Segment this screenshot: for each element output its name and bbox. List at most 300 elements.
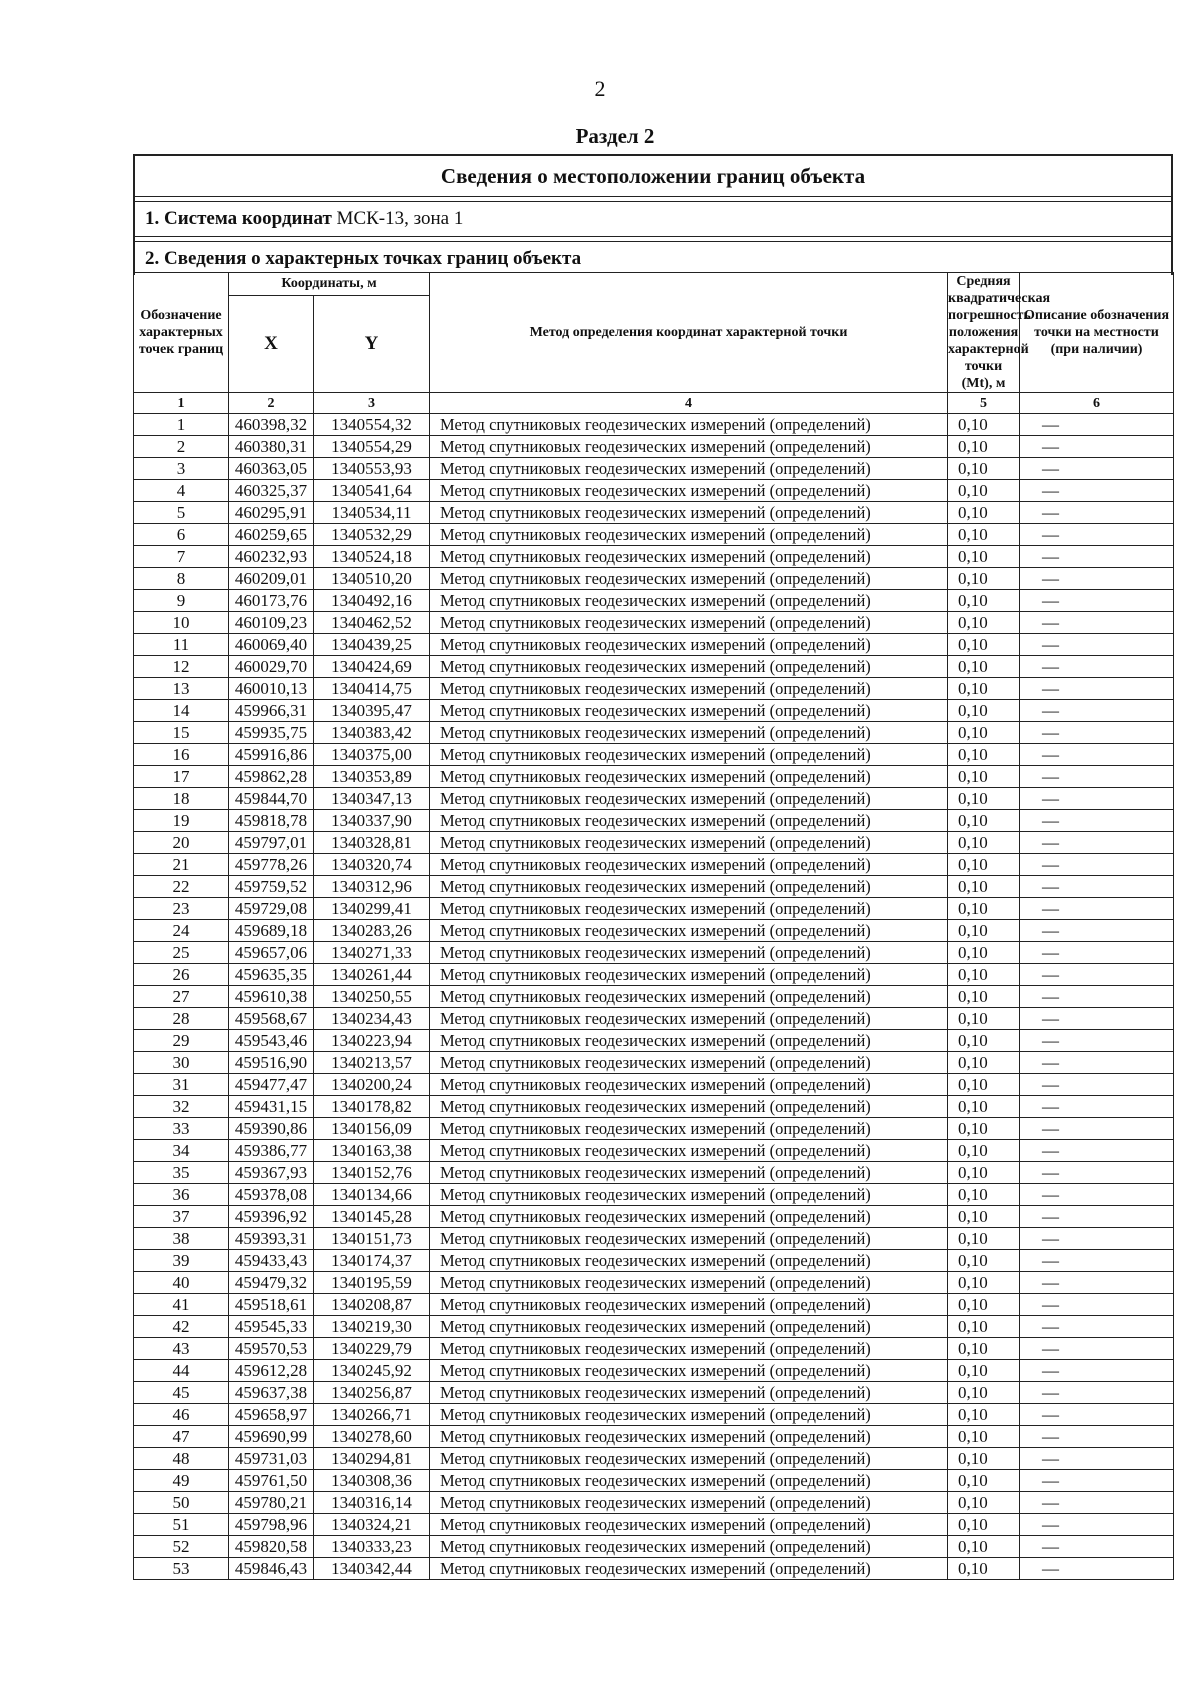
x-coordinate: 459820,58 <box>229 1536 314 1558</box>
x-coordinate: 459818,78 <box>229 810 314 832</box>
x-coordinate: 459612,28 <box>229 1360 314 1382</box>
table-row <box>134 1316 1174 1338</box>
x-coordinate: 459759,52 <box>229 876 314 898</box>
x-coordinate: 459635,35 <box>229 964 314 986</box>
description-cell: — <box>1020 656 1174 678</box>
description-cell: — <box>1020 1404 1174 1426</box>
box-title: Сведения о местоположении границ объекта <box>135 156 1171 197</box>
x-coordinate: 459966,31 <box>229 700 314 722</box>
x-coordinate: 459568,67 <box>229 1008 314 1030</box>
point-number: 31 <box>134 1074 229 1096</box>
y-coordinate: 1340219,30 <box>314 1316 430 1338</box>
y-coordinate: 1340294,81 <box>314 1448 430 1470</box>
x-coordinate: 459935,75 <box>229 722 314 744</box>
table-row <box>134 656 1174 678</box>
table-row <box>134 1074 1174 1096</box>
table-row <box>134 876 1174 898</box>
point-number: 20 <box>134 832 229 854</box>
x-coordinate: 460380,31 <box>229 436 314 458</box>
description-cell: — <box>1020 502 1174 524</box>
error-cell: 0,10 <box>948 920 1020 942</box>
point-number: 17 <box>134 766 229 788</box>
y-coordinate: 1340156,09 <box>314 1118 430 1140</box>
error-cell: 0,10 <box>948 1118 1020 1140</box>
table-row <box>134 480 1174 502</box>
page-number: 2 <box>594 76 606 101</box>
point-number: 22 <box>134 876 229 898</box>
y-coordinate: 1340195,59 <box>314 1272 430 1294</box>
method-cell: Метод спутниковых геодезических измерений (определений) <box>430 898 948 920</box>
description-cell: — <box>1020 1030 1174 1052</box>
header-x: X <box>229 295 314 393</box>
y-coordinate: 1340312,96 <box>314 876 430 898</box>
point-number: 51 <box>134 1514 229 1536</box>
x-coordinate: 459431,15 <box>229 1096 314 1118</box>
y-coordinate: 1340152,76 <box>314 1162 430 1184</box>
point-number: 44 <box>134 1360 229 1382</box>
error-cell: 0,10 <box>948 1206 1020 1228</box>
description-cell: — <box>1020 612 1174 634</box>
error-cell: 0,10 <box>948 1162 1020 1184</box>
method-cell: Метод спутниковых геодезических измерений (определений) <box>430 1030 948 1052</box>
error-cell: 0,10 <box>948 1360 1020 1382</box>
error-cell: 0,10 <box>948 458 1020 480</box>
y-coordinate: 1340208,87 <box>314 1294 430 1316</box>
point-number: 32 <box>134 1096 229 1118</box>
point-number: 2 <box>134 436 229 458</box>
error-cell: 0,10 <box>948 502 1020 524</box>
x-coordinate: 460398,32 <box>229 414 314 436</box>
header-method: Метод определения координат характерной точки <box>430 273 948 393</box>
y-coordinate: 1340510,20 <box>314 568 430 590</box>
error-cell: 0,10 <box>948 832 1020 854</box>
point-number: 52 <box>134 1536 229 1558</box>
x-coordinate: 460173,76 <box>229 590 314 612</box>
method-cell: Метод спутниковых геодезических измерений (определений) <box>430 920 948 942</box>
y-coordinate: 1340200,24 <box>314 1074 430 1096</box>
y-coordinate: 1340554,29 <box>314 436 430 458</box>
method-cell: Метод спутниковых геодезических измерений (определений) <box>430 810 948 832</box>
column-number: 5 <box>948 393 1020 414</box>
point-number: 25 <box>134 942 229 964</box>
method-cell: Метод спутниковых геодезических измерений (определений) <box>430 1492 948 1514</box>
y-coordinate: 1340424,69 <box>314 656 430 678</box>
description-cell: — <box>1020 1294 1174 1316</box>
description-cell: — <box>1020 832 1174 854</box>
y-coordinate: 1340353,89 <box>314 766 430 788</box>
y-coordinate: 1340333,23 <box>314 1536 430 1558</box>
method-cell: Метод спутниковых геодезических измерений (определений) <box>430 1228 948 1250</box>
description-cell: — <box>1020 876 1174 898</box>
method-cell: Метод спутниковых геодезических измерений (определений) <box>430 1118 948 1140</box>
y-coordinate: 1340524,18 <box>314 546 430 568</box>
x-coordinate: 460029,70 <box>229 656 314 678</box>
boundary-points-table <box>133 272 1174 1580</box>
y-coordinate: 1340375,00 <box>314 744 430 766</box>
error-cell: 0,10 <box>948 1426 1020 1448</box>
table-row <box>134 1118 1174 1140</box>
error-cell: 0,10 <box>948 590 1020 612</box>
table-row <box>134 832 1174 854</box>
description-cell: — <box>1020 480 1174 502</box>
point-number: 5 <box>134 502 229 524</box>
description-cell: — <box>1020 1360 1174 1382</box>
point-number: 21 <box>134 854 229 876</box>
table-row <box>134 1360 1174 1382</box>
point-number: 48 <box>134 1448 229 1470</box>
description-cell: — <box>1020 1228 1174 1250</box>
x-coordinate: 459844,70 <box>229 788 314 810</box>
error-cell: 0,10 <box>948 964 1020 986</box>
y-coordinate: 1340308,36 <box>314 1470 430 1492</box>
method-cell: Метод спутниковых геодезических измерений (определений) <box>430 1052 948 1074</box>
y-coordinate: 1340151,73 <box>314 1228 430 1250</box>
description-cell: — <box>1020 722 1174 744</box>
y-coordinate: 1340271,33 <box>314 942 430 964</box>
y-coordinate: 1340229,79 <box>314 1338 430 1360</box>
method-cell: Метод спутниковых геодезических измерений (определений) <box>430 1514 948 1536</box>
x-coordinate: 459658,97 <box>229 1404 314 1426</box>
point-number: 39 <box>134 1250 229 1272</box>
y-coordinate: 1340414,75 <box>314 678 430 700</box>
y-coordinate: 1340383,42 <box>314 722 430 744</box>
description-cell: — <box>1020 1426 1174 1448</box>
point-number: 10 <box>134 612 229 634</box>
point-number: 50 <box>134 1492 229 1514</box>
point-number: 14 <box>134 700 229 722</box>
method-cell: Метод спутниковых геодезических измерений (определений) <box>430 1206 948 1228</box>
y-coordinate: 1340261,44 <box>314 964 430 986</box>
error-cell: 0,10 <box>948 1294 1020 1316</box>
table-row <box>134 1052 1174 1074</box>
description-cell: — <box>1020 986 1174 1008</box>
x-coordinate: 460232,93 <box>229 546 314 568</box>
table-row <box>134 1558 1174 1580</box>
description-cell: — <box>1020 1448 1174 1470</box>
point-number: 45 <box>134 1382 229 1404</box>
method-cell: Метод спутниковых геодезических измерений (определений) <box>430 1008 948 1030</box>
description-cell: — <box>1020 766 1174 788</box>
method-cell: Метод спутниковых геодезических измерений (определений) <box>430 1470 948 1492</box>
method-cell: Метод спутниковых геодезических измерений (определений) <box>430 854 948 876</box>
method-cell: Метод спутниковых геодезических измерений (определений) <box>430 1558 948 1580</box>
y-coordinate: 1340178,82 <box>314 1096 430 1118</box>
x-coordinate: 459543,46 <box>229 1030 314 1052</box>
x-coordinate: 459797,01 <box>229 832 314 854</box>
table-row <box>134 1162 1174 1184</box>
method-cell: Метод спутниковых геодезических измерений (определений) <box>430 876 948 898</box>
error-cell: 0,10 <box>948 1272 1020 1294</box>
table-row <box>134 986 1174 1008</box>
table-row <box>134 1536 1174 1558</box>
table-row <box>134 1272 1174 1294</box>
table-row <box>134 436 1174 458</box>
table-row <box>134 942 1174 964</box>
x-coordinate: 459518,61 <box>229 1294 314 1316</box>
point-number: 26 <box>134 964 229 986</box>
table-row <box>134 590 1174 612</box>
description-cell: — <box>1020 546 1174 568</box>
x-coordinate: 460209,01 <box>229 568 314 590</box>
point-number: 30 <box>134 1052 229 1074</box>
method-cell: Метод спутниковых геодезических измерений (определений) <box>430 1382 948 1404</box>
point-number: 1 <box>134 414 229 436</box>
error-cell: 0,10 <box>948 942 1020 964</box>
table-row <box>134 678 1174 700</box>
x-coordinate: 459516,90 <box>229 1052 314 1074</box>
y-coordinate: 1340245,92 <box>314 1360 430 1382</box>
y-coordinate: 1340278,60 <box>314 1426 430 1448</box>
y-coordinate: 1340337,90 <box>314 810 430 832</box>
x-coordinate: 459393,31 <box>229 1228 314 1250</box>
coordinate-system-label: 1. Система координат <box>145 208 332 229</box>
y-coordinate: 1340316,14 <box>314 1492 430 1514</box>
method-cell: Метод спутниковых геодезических измерений (определений) <box>430 1338 948 1360</box>
x-coordinate: 459731,03 <box>229 1448 314 1470</box>
method-cell: Метод спутниковых геодезических измерений (определений) <box>430 414 948 436</box>
method-cell: Метод спутниковых геодезических измерений (определений) <box>430 1426 948 1448</box>
error-cell: 0,10 <box>948 568 1020 590</box>
error-cell: 0,10 <box>948 1448 1020 1470</box>
error-cell: 0,10 <box>948 656 1020 678</box>
description-cell: — <box>1020 898 1174 920</box>
column-numbers-row <box>134 393 1174 414</box>
description-cell: — <box>1020 1558 1174 1580</box>
error-cell: 0,10 <box>948 436 1020 458</box>
y-coordinate: 1340163,38 <box>314 1140 430 1162</box>
description-cell: — <box>1020 1514 1174 1536</box>
error-cell: 0,10 <box>948 1558 1020 1580</box>
point-number: 6 <box>134 524 229 546</box>
y-coordinate: 1340213,57 <box>314 1052 430 1074</box>
description-cell: — <box>1020 1008 1174 1030</box>
table-row <box>134 722 1174 744</box>
y-coordinate: 1340342,44 <box>314 1558 430 1580</box>
table-row <box>134 1184 1174 1206</box>
x-coordinate: 459862,28 <box>229 766 314 788</box>
method-cell: Метод спутниковых геодезических измерений (определений) <box>430 942 948 964</box>
point-number: 28 <box>134 1008 229 1030</box>
point-number: 42 <box>134 1316 229 1338</box>
method-cell: Метод спутниковых геодезических измерений (определений) <box>430 1316 948 1338</box>
error-cell: 0,10 <box>948 1096 1020 1118</box>
y-coordinate: 1340234,43 <box>314 1008 430 1030</box>
description-cell: — <box>1020 1316 1174 1338</box>
table-row <box>134 1008 1174 1030</box>
method-cell: Метод спутниковых геодезических измерений (определений) <box>430 1074 948 1096</box>
point-number: 8 <box>134 568 229 590</box>
x-coordinate: 459780,21 <box>229 1492 314 1514</box>
method-cell: Метод спутниковых геодезических измерений (определений) <box>430 744 948 766</box>
description-cell: — <box>1020 634 1174 656</box>
x-coordinate: 459545,33 <box>229 1316 314 1338</box>
method-cell: Метод спутниковых геодезических измерений (определений) <box>430 546 948 568</box>
table-row <box>134 920 1174 942</box>
y-coordinate: 1340320,74 <box>314 854 430 876</box>
y-coordinate: 1340462,52 <box>314 612 430 634</box>
x-coordinate: 459729,08 <box>229 898 314 920</box>
error-cell: 0,10 <box>948 480 1020 502</box>
x-coordinate: 459690,99 <box>229 1426 314 1448</box>
x-coordinate: 460109,23 <box>229 612 314 634</box>
x-coordinate: 459396,92 <box>229 1206 314 1228</box>
description-cell: — <box>1020 1470 1174 1492</box>
error-cell: 0,10 <box>948 612 1020 634</box>
method-cell: Метод спутниковых геодезических измерений (определений) <box>430 1272 948 1294</box>
point-number: 33 <box>134 1118 229 1140</box>
table-row <box>134 458 1174 480</box>
description-cell: — <box>1020 810 1174 832</box>
table-row <box>134 1228 1174 1250</box>
x-coordinate: 460325,37 <box>229 480 314 502</box>
points-title: 2. Сведения о характерных точках границ объекта <box>145 248 582 269</box>
description-cell: — <box>1020 678 1174 700</box>
method-cell: Метод спутниковых геодезических измерений (определений) <box>430 502 948 524</box>
method-cell: Метод спутниковых геодезических измерений (определений) <box>430 788 948 810</box>
method-cell: Метод спутниковых геодезических измерений (определений) <box>430 1096 948 1118</box>
error-cell: 0,10 <box>948 1514 1020 1536</box>
section-box <box>133 154 1173 275</box>
point-number: 24 <box>134 920 229 942</box>
method-cell: Метод спутниковых геодезических измерений (определений) <box>430 766 948 788</box>
method-cell: Метод спутниковых геодезических измерений (определений) <box>430 1140 948 1162</box>
method-cell: Метод спутниковых геодезических измерений (определений) <box>430 612 948 634</box>
header-coordinates: Координаты, м <box>229 273 430 296</box>
error-cell: 0,10 <box>948 1404 1020 1426</box>
description-cell: — <box>1020 788 1174 810</box>
point-number: 27 <box>134 986 229 1008</box>
column-number: 3 <box>314 393 430 414</box>
table-row <box>134 1250 1174 1272</box>
y-coordinate: 1340266,71 <box>314 1404 430 1426</box>
description-cell: — <box>1020 1382 1174 1404</box>
method-cell: Метод спутниковых геодезических измерений (определений) <box>430 1360 948 1382</box>
y-coordinate: 1340532,29 <box>314 524 430 546</box>
description-cell: — <box>1020 854 1174 876</box>
y-coordinate: 1340174,37 <box>314 1250 430 1272</box>
header-designation: Обозначение характерных точек границ <box>134 273 229 393</box>
point-number: 3 <box>134 458 229 480</box>
table-row <box>134 568 1174 590</box>
point-number: 37 <box>134 1206 229 1228</box>
header-error: Средняя квадратическая погрешность положения характерной точки (Mt), м <box>948 274 1051 391</box>
point-number: 18 <box>134 788 229 810</box>
table-row <box>134 788 1174 810</box>
method-cell: Метод спутниковых геодезических измерений (определений) <box>430 1448 948 1470</box>
method-cell: Метод спутниковых геодезических измерений (определений) <box>430 832 948 854</box>
x-coordinate: 460010,13 <box>229 678 314 700</box>
point-number: 9 <box>134 590 229 612</box>
description-cell: — <box>1020 1272 1174 1294</box>
x-coordinate: 459367,93 <box>229 1162 314 1184</box>
description-cell: — <box>1020 1536 1174 1558</box>
point-number: 29 <box>134 1030 229 1052</box>
error-cell: 0,10 <box>948 634 1020 656</box>
method-cell: Метод спутниковых геодезических измерений (определений) <box>430 480 948 502</box>
error-cell: 0,10 <box>948 1140 1020 1162</box>
y-coordinate: 1340324,21 <box>314 1514 430 1536</box>
point-number: 11 <box>134 634 229 656</box>
description-cell: — <box>1020 1492 1174 1514</box>
x-coordinate: 459778,26 <box>229 854 314 876</box>
error-cell: 0,10 <box>948 1228 1020 1250</box>
error-cell: 0,10 <box>948 678 1020 700</box>
error-cell: 0,10 <box>948 524 1020 546</box>
table-row <box>134 1206 1174 1228</box>
point-number: 34 <box>134 1140 229 1162</box>
error-cell: 0,10 <box>948 854 1020 876</box>
error-cell: 0,10 <box>948 546 1020 568</box>
method-cell: Метод спутниковых геодезических измерений (определений) <box>430 1184 948 1206</box>
error-cell: 0,10 <box>948 986 1020 1008</box>
method-cell: Метод спутниковых геодезических измерений (определений) <box>430 1250 948 1272</box>
column-number: 4 <box>430 393 948 414</box>
point-number: 13 <box>134 678 229 700</box>
table-row <box>134 524 1174 546</box>
table-row <box>134 1492 1174 1514</box>
description-cell: — <box>1020 1184 1174 1206</box>
point-number: 43 <box>134 1338 229 1360</box>
table-row <box>134 1448 1174 1470</box>
x-coordinate: 459378,08 <box>229 1184 314 1206</box>
y-coordinate: 1340299,41 <box>314 898 430 920</box>
point-number: 41 <box>134 1294 229 1316</box>
error-cell: 0,10 <box>948 722 1020 744</box>
section-title: Раздел 2 <box>575 124 655 148</box>
error-cell: 0,10 <box>948 744 1020 766</box>
method-cell: Метод спутниковых геодезических измерений (определений) <box>430 964 948 986</box>
table-row <box>134 612 1174 634</box>
description-cell: — <box>1020 1052 1174 1074</box>
description-cell: — <box>1020 436 1174 458</box>
header-description: Описание обозначения точки на местности (при наличии) <box>1020 273 1174 393</box>
table-row <box>134 1470 1174 1492</box>
point-number: 40 <box>134 1272 229 1294</box>
description-cell: — <box>1020 1206 1174 1228</box>
table-row <box>134 1514 1174 1536</box>
point-number: 35 <box>134 1162 229 1184</box>
y-coordinate: 1340134,66 <box>314 1184 430 1206</box>
y-coordinate: 1340492,16 <box>314 590 430 612</box>
x-coordinate: 459433,43 <box>229 1250 314 1272</box>
header-y: Y <box>314 295 430 393</box>
error-cell: 0,10 <box>948 1184 1020 1206</box>
y-coordinate: 1340554,32 <box>314 414 430 436</box>
error-cell: 0,10 <box>948 414 1020 436</box>
method-cell: Метод спутниковых геодезических измерений (определений) <box>430 1404 948 1426</box>
x-coordinate: 459916,86 <box>229 744 314 766</box>
y-coordinate: 1340328,81 <box>314 832 430 854</box>
error-cell: 0,10 <box>948 1316 1020 1338</box>
table-row <box>134 810 1174 832</box>
table-row <box>134 898 1174 920</box>
table-row <box>134 1382 1174 1404</box>
y-coordinate: 1340541,64 <box>314 480 430 502</box>
coordinate-system-row <box>135 202 1171 237</box>
x-coordinate: 460363,05 <box>229 458 314 480</box>
error-cell: 0,10 <box>948 810 1020 832</box>
method-cell: Метод спутниковых геодезических измерений (определений) <box>430 1294 948 1316</box>
column-number: 1 <box>134 393 229 414</box>
x-coordinate: 460069,40 <box>229 634 314 656</box>
x-coordinate: 460259,65 <box>229 524 314 546</box>
description-cell: — <box>1020 568 1174 590</box>
table-row <box>134 546 1174 568</box>
method-cell: Метод спутниковых геодезических измерений (определений) <box>430 678 948 700</box>
point-number: 23 <box>134 898 229 920</box>
y-coordinate: 1340553,93 <box>314 458 430 480</box>
x-coordinate: 459846,43 <box>229 1558 314 1580</box>
